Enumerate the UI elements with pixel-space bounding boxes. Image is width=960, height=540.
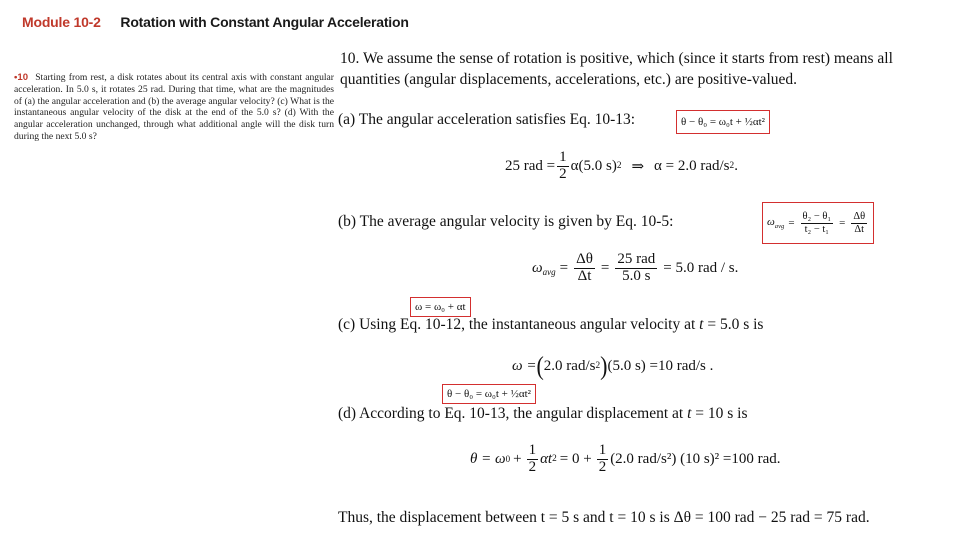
part-d-eq-mid2: = 0 + — [559, 450, 592, 467]
part-d-eq-rhs: (2.0 rad/s²) (10 s)² =100 rad. — [610, 450, 781, 467]
part-b-text: (b) The average angular velocity is given by Eq. 10-5: — [338, 213, 674, 230]
part-c-text-1: (c) Using Eq. 10-12, the instantaneous angular velocity at — [338, 316, 696, 333]
part-c-equation — [512, 350, 714, 381]
part-d-text-2: = 10 s is — [695, 405, 748, 422]
module-label: Module 10-2 — [22, 14, 101, 30]
part-b-eq-rhs: = 5.0 rad / s. — [663, 259, 739, 276]
page-header — [22, 14, 409, 30]
part-d-equation — [470, 443, 781, 476]
problem-number: •10 — [14, 72, 29, 83]
implies-arrow: ⇒ — [631, 158, 645, 175]
module-title: Rotation with Constant Angular Acceleration — [120, 14, 409, 30]
part-c-eq-body: 2.0 rad/s — [543, 357, 596, 374]
final-conclusion: Thus, the displacement between t = 5 s and t = 10 s is Δθ = 100 rad − 25 rad = 75 rad. — [338, 509, 870, 526]
part-a-text: (a) The angular acceleration satisfies Eq. 10-13: — [338, 111, 636, 128]
part-c-eq-lhs: ω = — [512, 357, 537, 374]
sq: 2 — [616, 161, 622, 172]
frac-den: Δt — [854, 223, 865, 235]
frac-num: 1 — [559, 149, 567, 165]
t-symbol: t — [699, 316, 704, 333]
eq-sign: = — [600, 259, 610, 276]
avg-sub: avg — [542, 266, 556, 277]
frac-den: t₂ − t₁ — [804, 223, 829, 235]
value-frac — [615, 252, 657, 285]
frac-den: 2 — [559, 165, 567, 182]
part-c-text-2: = 5.0 s is — [707, 316, 764, 333]
solution-intro-line-1: 10. We assume the sense of rotation is positive, which (since it starts from rest) means all — [340, 50, 893, 67]
part-b-equation — [532, 252, 738, 285]
sq: 2 — [552, 454, 557, 465]
omega-symbol: ω — [532, 259, 543, 276]
t-symbol: t — [687, 405, 692, 422]
frac-num: Δθ — [576, 251, 593, 267]
part-a-eq-mid: α(5.0 s) — [570, 157, 617, 174]
boxed-frac-2 — [851, 211, 867, 234]
boxed-eq-10-13-text: θ − θ₀ = ω₀t + ½αt² — [681, 116, 765, 128]
boxed-eq-10-13-d — [442, 384, 536, 404]
frac-num: 1 — [598, 442, 607, 458]
part-a-half-fraction — [557, 150, 569, 183]
frac-den: 5.0 s — [622, 267, 651, 284]
boxed-eq-10-13-a — [676, 110, 770, 134]
boxed-frac-1 — [801, 211, 834, 234]
sq: 2 — [595, 361, 601, 371]
delta-frac — [574, 252, 595, 285]
part-d-eq-lhs: θ = ω — [470, 450, 506, 467]
boxed-eq-10-13-text: θ − θ₀ = ω₀t + ½αt² — [447, 388, 531, 400]
frac-num: Δθ — [853, 211, 866, 223]
problem-text: Starting from rest, a disk rotates about its central axis with constant angular acceleration. In 5.0 s, it rotates 25 rad. During that time, what are the magnitudes of (a) the angular acceleration and (b) the average angular velocity? (c) What is the instantaneous angular velocity of the disk at the end of the 5.0 s? (d) With the angular acceleration unchanged, through what additional angle will the disk turn during the next 5.0 s? — [14, 72, 334, 142]
part-d-text — [338, 405, 748, 423]
frac-num: 25 rad — [617, 251, 656, 267]
boxed-eq-10-5 — [762, 202, 874, 244]
part-a-eq-lhs: 25 rad = — [505, 157, 556, 174]
close-paren: ) — [600, 350, 608, 381]
frac-den: 2 — [528, 458, 537, 475]
eq-sign: = — [788, 217, 795, 229]
sq: 2 — [729, 161, 735, 172]
frac-den: Δt — [577, 267, 592, 284]
omega-symbol: ω — [767, 216, 775, 228]
part-d-text-1: (d) According to Eq. 10-13, the angular displacement at — [338, 405, 684, 422]
omega-avg — [532, 260, 556, 277]
part-c-text — [338, 316, 763, 334]
eq-sign: = — [559, 259, 569, 276]
frac-den: 2 — [598, 458, 607, 475]
frac-num: θ₂ − θ₁ — [802, 211, 832, 223]
half-fraction — [597, 443, 609, 476]
part-d-eq-mid: αt — [540, 450, 553, 467]
boxed-eq-10-12 — [410, 297, 471, 317]
frac-num: 1 — [528, 442, 537, 458]
eq-sign: = — [839, 217, 846, 229]
part-a-equation: 25 rad = $\frac{1}{2}$ α(5.0 s) 2 ⇒ α = 2.0 rad/s 2 . — [505, 149, 738, 182]
open-paren: ( — [536, 350, 544, 381]
half-fraction — [527, 443, 539, 476]
avg-sub: avg — [774, 223, 785, 230]
boxed-eq-10-12-text: ω = ω₀ + αt — [415, 301, 466, 313]
part-c-eq-rhs: (5.0 s) =10 rad/s . — [607, 357, 714, 374]
omega-avg — [767, 216, 784, 230]
plus-sign: + — [513, 450, 522, 467]
part-a-eq-rhs: α = 2.0 rad/s — [654, 157, 730, 174]
problem-statement — [14, 72, 334, 143]
zero-sub: 0 — [505, 454, 511, 465]
solution-intro-line-2: quantities (angular displacements, accelerations, etc.) are positive-valued. — [340, 71, 798, 88]
